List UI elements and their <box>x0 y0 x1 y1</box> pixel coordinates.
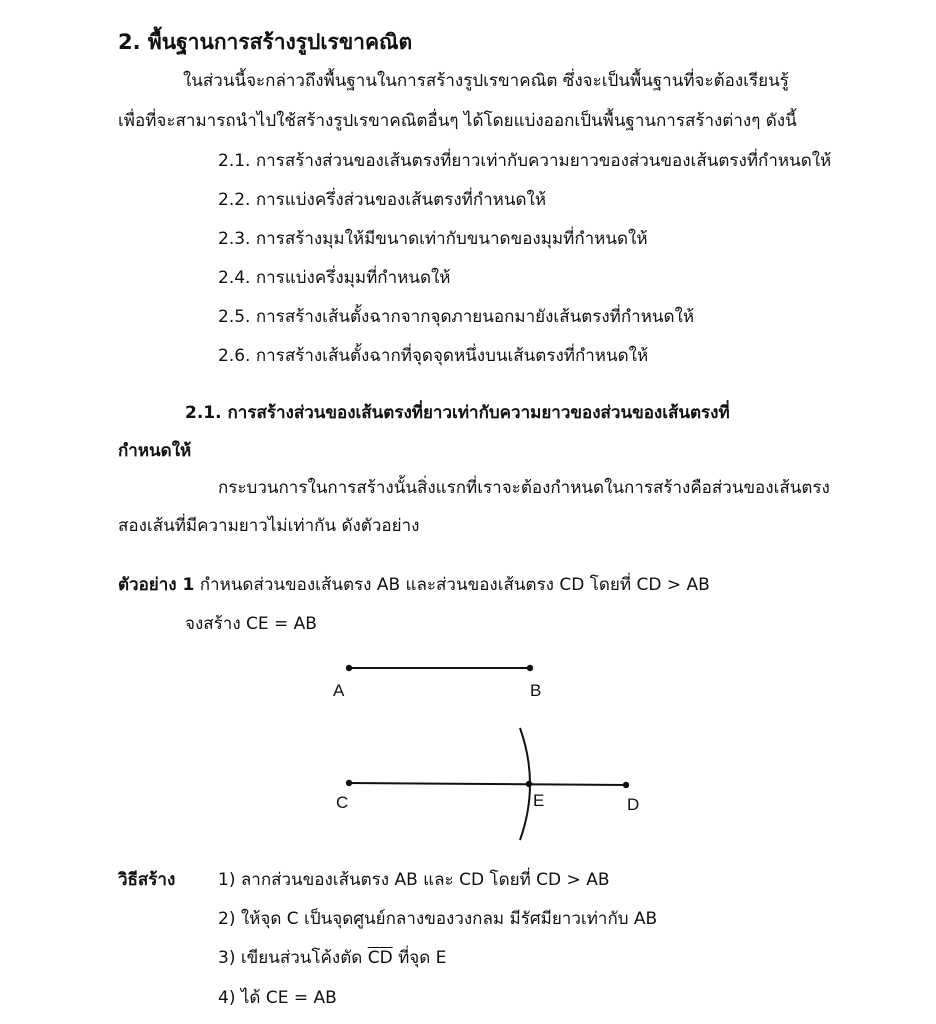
subsection-body-line-1: กระบวนการในการสร้างนั้นสิ่งแรกที่เราจะต้องกำหนดในการสร้างคือส่วนของเส้นตรง <box>218 478 830 498</box>
intro-line-2: เพื่อที่จะสามารถนำไปใช้สร้างรูปเรขาคณิตอื่นๆ ได้โดยแบ่งออกเป็นพื้นฐานการสร้างต่างๆ ดังนี้ <box>118 111 797 131</box>
subsection-title-line-1: 2.1. การสร้างส่วนของเส้นตรงที่ยาวเท่ากับความยาวของส่วนของเส้นตรงที่ <box>185 403 730 423</box>
step-3-suffix: ที่จุด E <box>392 948 447 968</box>
topic-item-2-4: 2.4. การแบ่งครึ่งมุมที่กำหนดให้ <box>218 268 451 288</box>
topic-item-2-2: 2.2. การแบ่งครึ่งส่วนของเส้นตรงที่กำหนดให้ <box>218 190 547 210</box>
point-label-c: C <box>336 793 349 812</box>
topic-item-2-5: 2.5. การสร้างเส้นตั้งฉากจากจุดภายนอกมายังเส้นตรงที่กำหนดให้ <box>218 307 695 327</box>
example-task: จงสร้าง CE = AB <box>185 614 317 634</box>
construction-step-3 <box>218 947 446 969</box>
section-title: 2. พื้นฐานการสร้างรูปเรขาคณิต <box>118 30 413 54</box>
topic-item-2-6: 2.6. การสร้างเส้นตั้งฉากที่จุดจุดหนึ่งบนเส้นตรงที่กำหนดให้ <box>218 346 649 366</box>
segment-cd-overline: $\overline{CD}$ <box>367 948 393 968</box>
construction-step-4: 4) ได้ CE = AB <box>218 988 337 1008</box>
example-text: กำหนดส่วนของเส้นตรง AB และส่วนของเส้นตรง CD โดยที่ CD > AB <box>199 575 710 595</box>
point-label-d: D <box>627 795 640 814</box>
segment-cd <box>336 728 639 840</box>
construction-step-2: 2) ให้จุด C เป็นจุดศูนย์กลางของวงกลม มีรัศมียาวเท่ากับ AB <box>218 909 658 929</box>
subsection-title-line-2: กำหนดให้ <box>118 441 192 461</box>
segment-ab <box>333 665 541 700</box>
point-label-a: A <box>333 681 345 700</box>
subsection-body-line-2: สองเส้นที่มีความยาวไม่เท่ากัน ดังตัวอย่าง <box>118 516 420 536</box>
intro-line-1: ในส่วนนี้จะกล่าวถึงพื้นฐานในการสร้างรูปเรขาคณิต ซึ่งจะเป็นพื้นฐานที่จะต้องเรียนรู้ <box>183 71 789 91</box>
point-label-e: E <box>533 791 545 810</box>
topic-item-2-3: 2.3. การสร้างมุมให้มีขนาดเท่ากับขนาดของมุมที่กำหนดให้ <box>218 229 648 249</box>
topic-item-2-1: 2.1. การสร้างส่วนของเส้นตรงที่ยาวเท่ากับความยาวของส่วนของเส้นตรงที่กำหนดให้ <box>218 151 832 171</box>
step-3-prefix: 3) เขียนส่วนโค้งตัด <box>218 948 368 968</box>
point-label-b: B <box>530 681 542 700</box>
construction-step-1: 1) ลากส่วนของเส้นตรง AB และ CD โดยที่ CD > AB <box>218 870 610 890</box>
example-label: ตัวอย่าง 1 <box>118 575 195 595</box>
construction-label: วิธีสร้าง <box>118 870 176 890</box>
